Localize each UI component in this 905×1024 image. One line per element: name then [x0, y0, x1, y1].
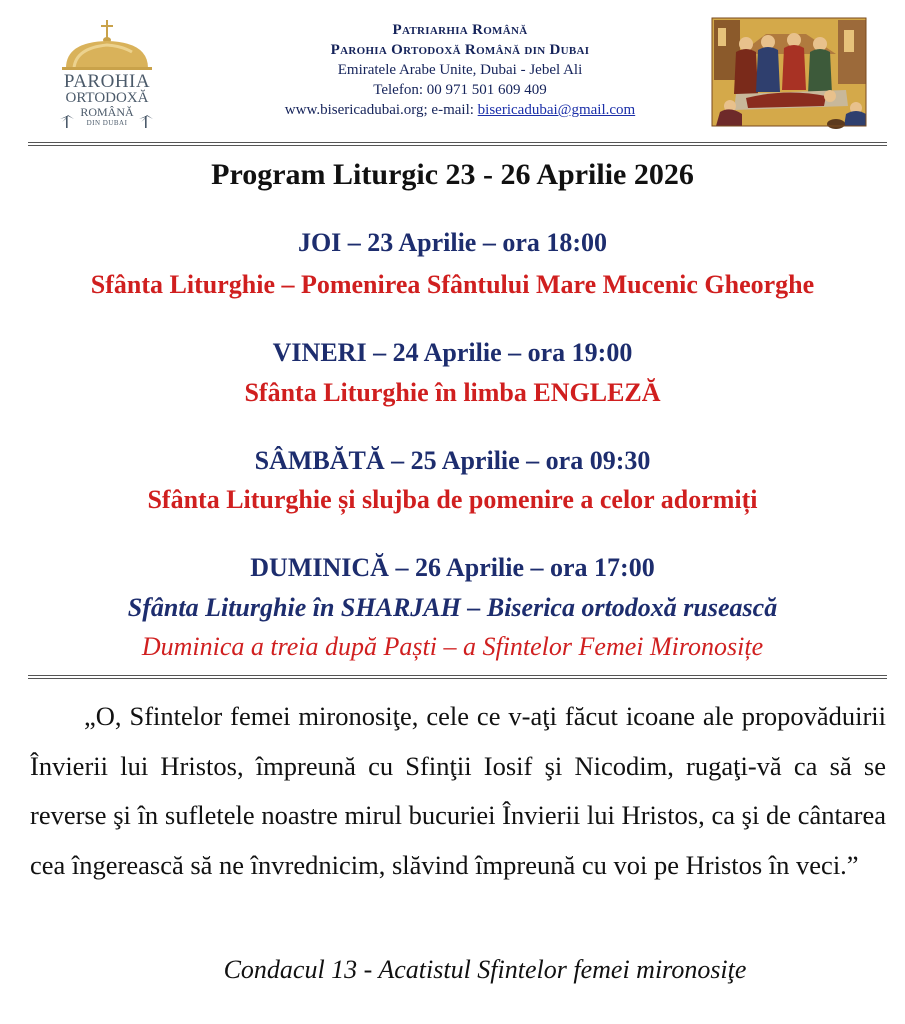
- entry-day-friday: VINERI – 24 Aprilie – ora 19:00: [272, 338, 633, 367]
- parish-name: Parohia Ortodoxă Română din Dubai: [330, 42, 590, 58]
- entry-service-thursday: Sfânta Liturghie – Pomenirea Sfântului Mare Mucenic Gheorghe: [90, 270, 815, 299]
- program-divider: [28, 675, 887, 679]
- parish-contact-block: [200, 20, 720, 120]
- patriarchate-name: Patriarhia Română: [392, 22, 528, 38]
- header-divider: [28, 142, 887, 146]
- entry-service-saturday: Sfânta Liturghie și slujba de pomenire a celor adormiți: [147, 485, 758, 514]
- website-text: www.bisericadubai.org; e-mail:: [284, 102, 478, 118]
- entry-day-sunday: DUMINICĂ – 26 Aprilie – ora 17:00: [250, 553, 655, 582]
- entry-service-sunday: Sfânta Liturghie în SHARJAH – Biserica ortodoxă rusească: [127, 593, 778, 622]
- parish-phone: Telefon: 00 971 501 609 409: [373, 82, 547, 98]
- entry-day-saturday: SÂMBĂTĂ – 25 Aprilie – ora 09:30: [254, 446, 651, 475]
- entry-day-thursday: JOI – 23 Aprilie – ora 18:00: [297, 228, 608, 257]
- parish-header: [0, 0, 905, 142]
- parish-address: Emiratele Arabe Unite, Dubai - Jebel Ali: [337, 62, 583, 78]
- entry-note-sunday: Duminica a treia după Paști – a Sfintelor Femei Mironosițe: [141, 632, 764, 661]
- entry-service-friday: Sfânta Liturghie în limba ENGLEZĂ: [244, 378, 661, 407]
- email-link[interactable]: bisericadubai@gmail.com: [477, 102, 636, 118]
- parish-web-line: [200, 100, 720, 120]
- logo-text-romana: ROMÂNĂ: [80, 105, 134, 119]
- myrrh-bearing-women-icon: [706, 14, 872, 134]
- logo-text-ortodoxa: ORTODOXĂ: [65, 90, 149, 106]
- logo-text-dubai: DIN DUBAI: [86, 119, 128, 127]
- parish-logo: [52, 18, 162, 133]
- program-title: Program Liturgic 23 - 26 Aprilie 2026: [211, 158, 694, 191]
- quote-source: Condacul 13 - Acatistul Sfintelor femei mironosiţe: [223, 955, 747, 984]
- logo-text-parohia: PAROHIA: [63, 71, 151, 92]
- prayer-quote: „O, Sfintelor femei mironosiţe, cele ce v-aţi făcut icoane ale propovăduirii Învierii lui Hristos, împreună cu Sfinţii Iosif şi Nicodim, rugaţi-vă ca să se reverse şi în sufletele noastre mirul bucuriei Învierii lui Hristos, ca şi de cântarea cea îngerească să ne învrednicim, slăvind împreună cu voi pe Hristos în veci.”: [30, 701, 886, 880]
